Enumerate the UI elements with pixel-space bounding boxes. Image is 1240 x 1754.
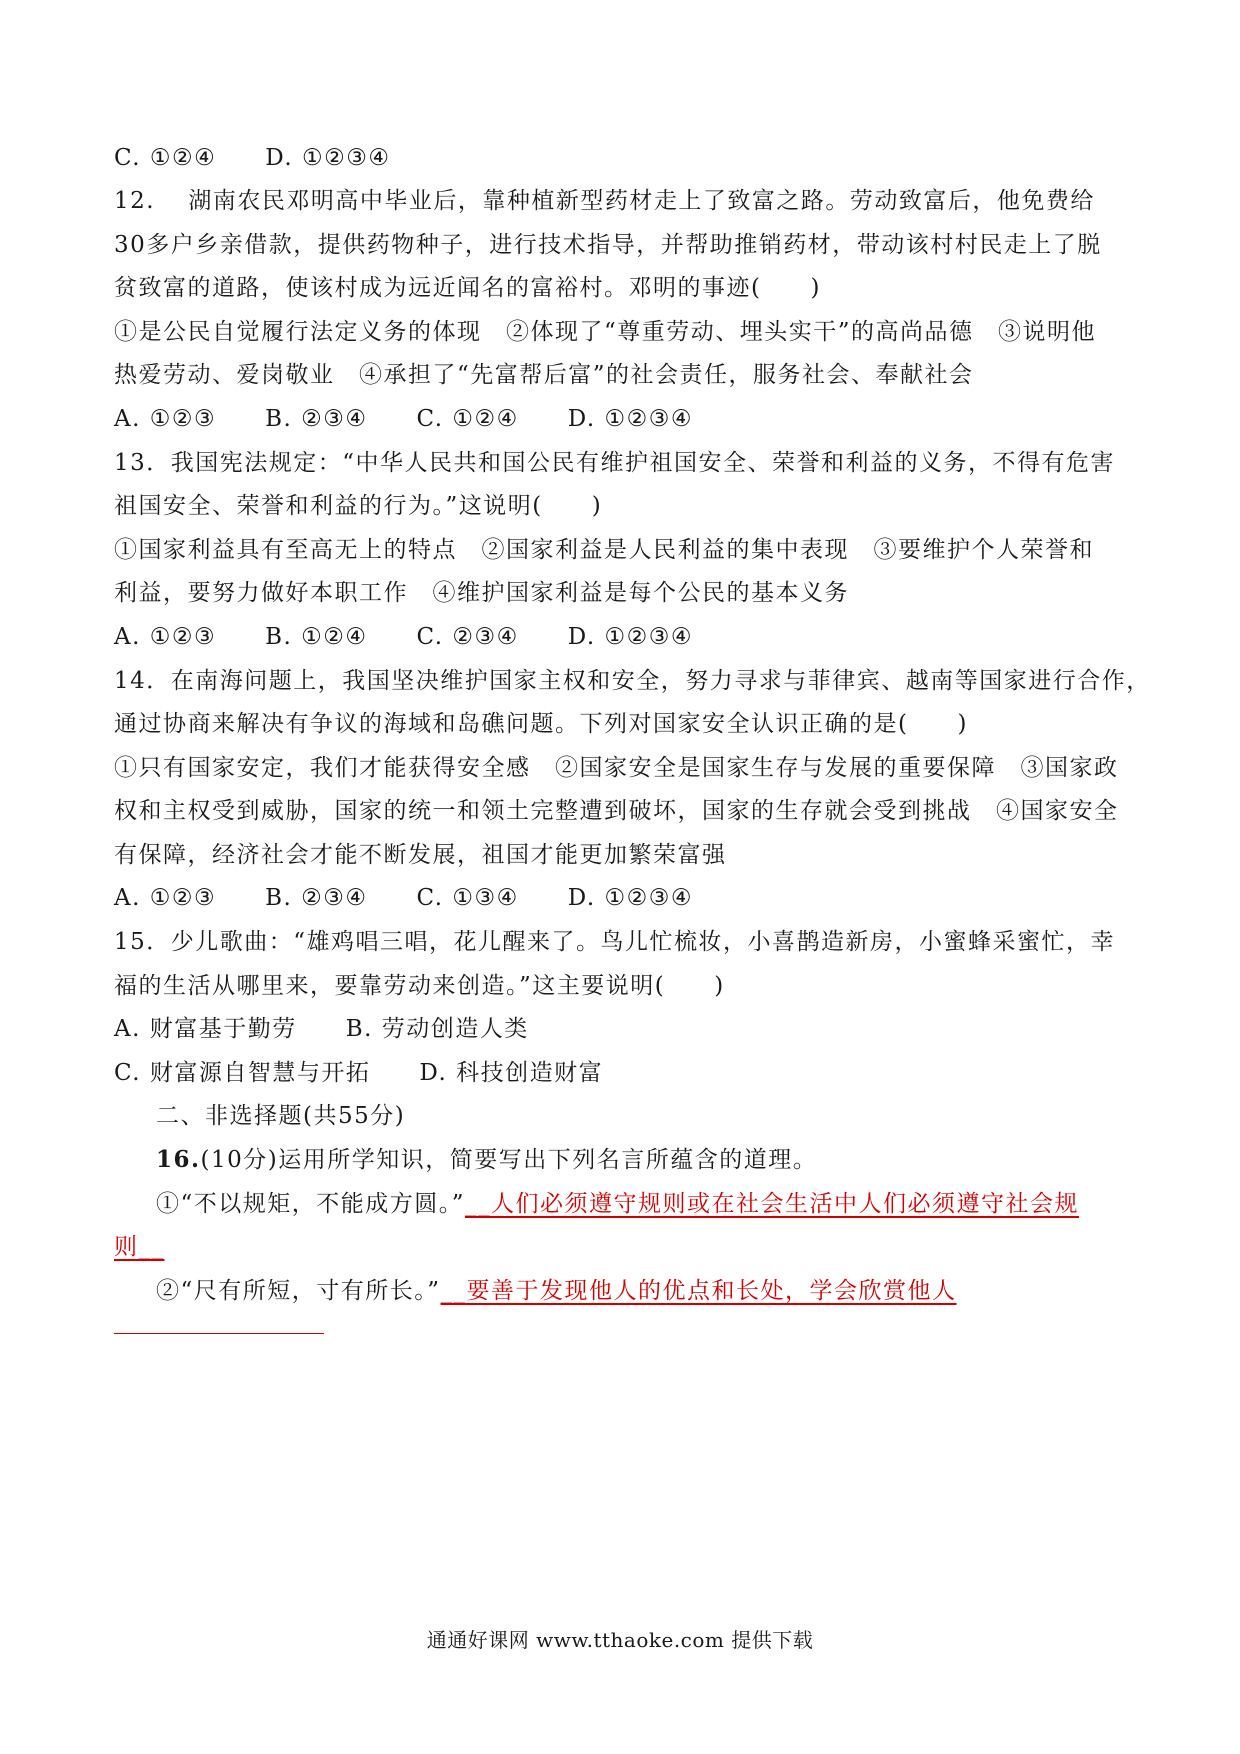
q14-statements-line3: 有保障，经济社会才能不断发展，祖国才能更加繁荣富强: [114, 842, 727, 868]
q15-options-ab: A. 财富基于勤劳 B. 劳动创造人类: [114, 1016, 529, 1042]
q16-item-a-prompt: ①“不以规矩，不能成方圆。”: [156, 1191, 466, 1217]
q16-item-b-prompt: ②“尺有所短，寸有所长。”: [156, 1278, 441, 1304]
q16-item-b: [156, 1276, 1176, 1306]
q12-stem-line1: 12. 湖南农民邓明高中毕业后，靠种植新型药材走上了致富之路。劳动致富后，他免费给: [114, 188, 1095, 214]
q13-stem-line2: 祖国安全、荣誉和利益的行为。”这说明( ): [114, 493, 603, 519]
q11-options-cd: C. ①②④ D. ①②③④: [114, 145, 391, 171]
q16-text: (10分)运用所学知识，简要写出下列名言所蕴含的道理。: [200, 1147, 818, 1173]
q13-options: A. ①②③ B. ①②④ C. ②③④ D. ①②③④: [114, 624, 693, 650]
q14-options: A. ①②③ B. ②③④ C. ①③④ D. ①②③④: [114, 885, 693, 911]
answer-blank-underline: [114, 1333, 324, 1334]
q14-stem-line1: 14．在南海问题上，我国坚决维护国家主权和安全，努力寻求与菲律宾、越南等国家进行合作，: [114, 668, 1151, 694]
q12-stem-line2: 30多户乡亲借款，提供药物种子，进行技术指导，并帮助推销药材，带动该村村民走上了脱: [114, 232, 1102, 258]
q14-statements-line1: ①只有国家安定，我们才能获得安全感 ②国家安全是国家生存与发展的重要保障 ③国家政: [114, 755, 1119, 781]
q12-stem-line3: 贫致富的道路，使该村成为远近闻名的富裕村。邓明的事迹( ): [114, 275, 821, 301]
section-heading-non-choice: 二、非选择题(共55分): [156, 1103, 406, 1129]
q15-options-cd: C. 财富源自智慧与开拓 D. 科技创造财富: [114, 1060, 604, 1086]
q14-stem-line2: 通过协商来解决有争议的海域和岛礁问题。下列对国家安全认识正确的是( ): [114, 711, 968, 737]
q14-statements-line2: 权和主权受到威胁，国家的统一和领土完整遭到破坏，国家的生存就会受到挑战 ④国家安全: [114, 798, 1119, 824]
q12-statements-line1: ①是公民自觉履行法定义务的体现 ②体现了“尊重劳动、埋头实干”的高尚品德 ③说明他: [114, 319, 1097, 345]
q13-stem-line1: 13．我国宪法规定：“中华人民共和国公民有维护祖国安全、荣誉和利益的义务，不得有危害: [114, 450, 1116, 476]
q13-statements-line2: 利益，要努力做好本职工作 ④维护国家利益是每个公民的基本义务: [114, 580, 849, 606]
q16-stem: [156, 1145, 1176, 1175]
q12-statements-line2: 热爱劳动、爱岗敬业 ④承担了“先富帮后富”的社会责任，服务社会、奉献社会: [114, 362, 974, 388]
q12-options: A. ①②③ B. ②③④ C. ①②④ D. ①②③④: [114, 406, 693, 432]
q15-stem-line2: 福的生活从哪里来，要靠劳动来创造。”这主要说明( ): [114, 973, 725, 999]
q16-item-a: [156, 1189, 1176, 1219]
q16-item-a-continued: [114, 1232, 1134, 1262]
q15-stem-line1: 15．少儿歌曲：“雄鸡唱三唱，花儿醒来了。鸟儿忙梳妆，小喜鹊造新房，小蜜蜂采蜜忙，幸: [114, 929, 1116, 955]
q16-item-a-answer: __人们必须遵守规则或在社会生活中人们必须遵守社会规: [465, 1191, 1080, 1217]
page-footer: 通通好课网 www.tthaoke.com 提供下载: [426, 1628, 814, 1652]
q13-statements-line1: ①国家利益具有至高无上的特点 ②国家利益是人民利益的集中表现 ③要维护个人荣誉和: [114, 537, 1094, 563]
q16-number: 16.: [156, 1146, 201, 1173]
q16-item-b-answer: __要善于发现他人的优点和长处，学会欣赏他人: [440, 1278, 957, 1304]
q16-item-a-answer-end: 则__: [114, 1234, 165, 1260]
